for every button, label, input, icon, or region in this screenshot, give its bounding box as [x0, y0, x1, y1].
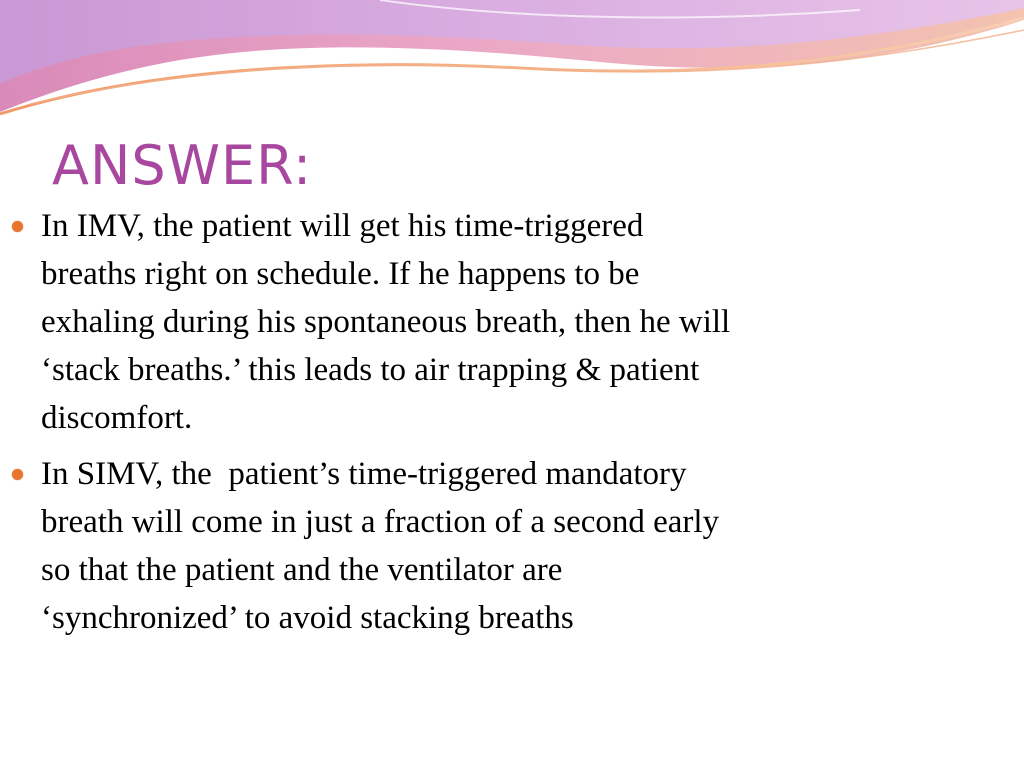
header-wave-decoration — [0, 0, 1024, 120]
bullet-text-line: In SIMV, the patient’s time-triggered mandatory — [41, 456, 687, 492]
bullet-item-imv — [12, 202, 957, 442]
bullet-dot-icon — [12, 469, 23, 480]
bullet-text-line: ‘synchronized’ to avoid stacking breaths — [41, 600, 574, 636]
bullet-text-line: breaths right on schedule. If he happens to be — [41, 256, 640, 292]
bullet-item-simv — [12, 450, 957, 642]
slide-title: ANSWER: — [52, 134, 313, 197]
bullet-dot-icon — [12, 221, 23, 232]
bullet-text-line: discomfort. — [41, 400, 193, 436]
bullet-text-line: exhaling during his spontaneous breath, then he will — [41, 304, 731, 340]
bullet-text-line: breath will come in just a fraction of a second early — [41, 504, 720, 540]
bullet-text-line: ‘stack breaths.’ this leads to air trapping & patient — [41, 352, 700, 388]
bullet-text-line: so that the patient and the ventilator are — [41, 552, 563, 588]
bullet-text-line: In IMV, the patient will get his time-triggered — [41, 208, 644, 244]
bullet-list — [12, 202, 957, 650]
